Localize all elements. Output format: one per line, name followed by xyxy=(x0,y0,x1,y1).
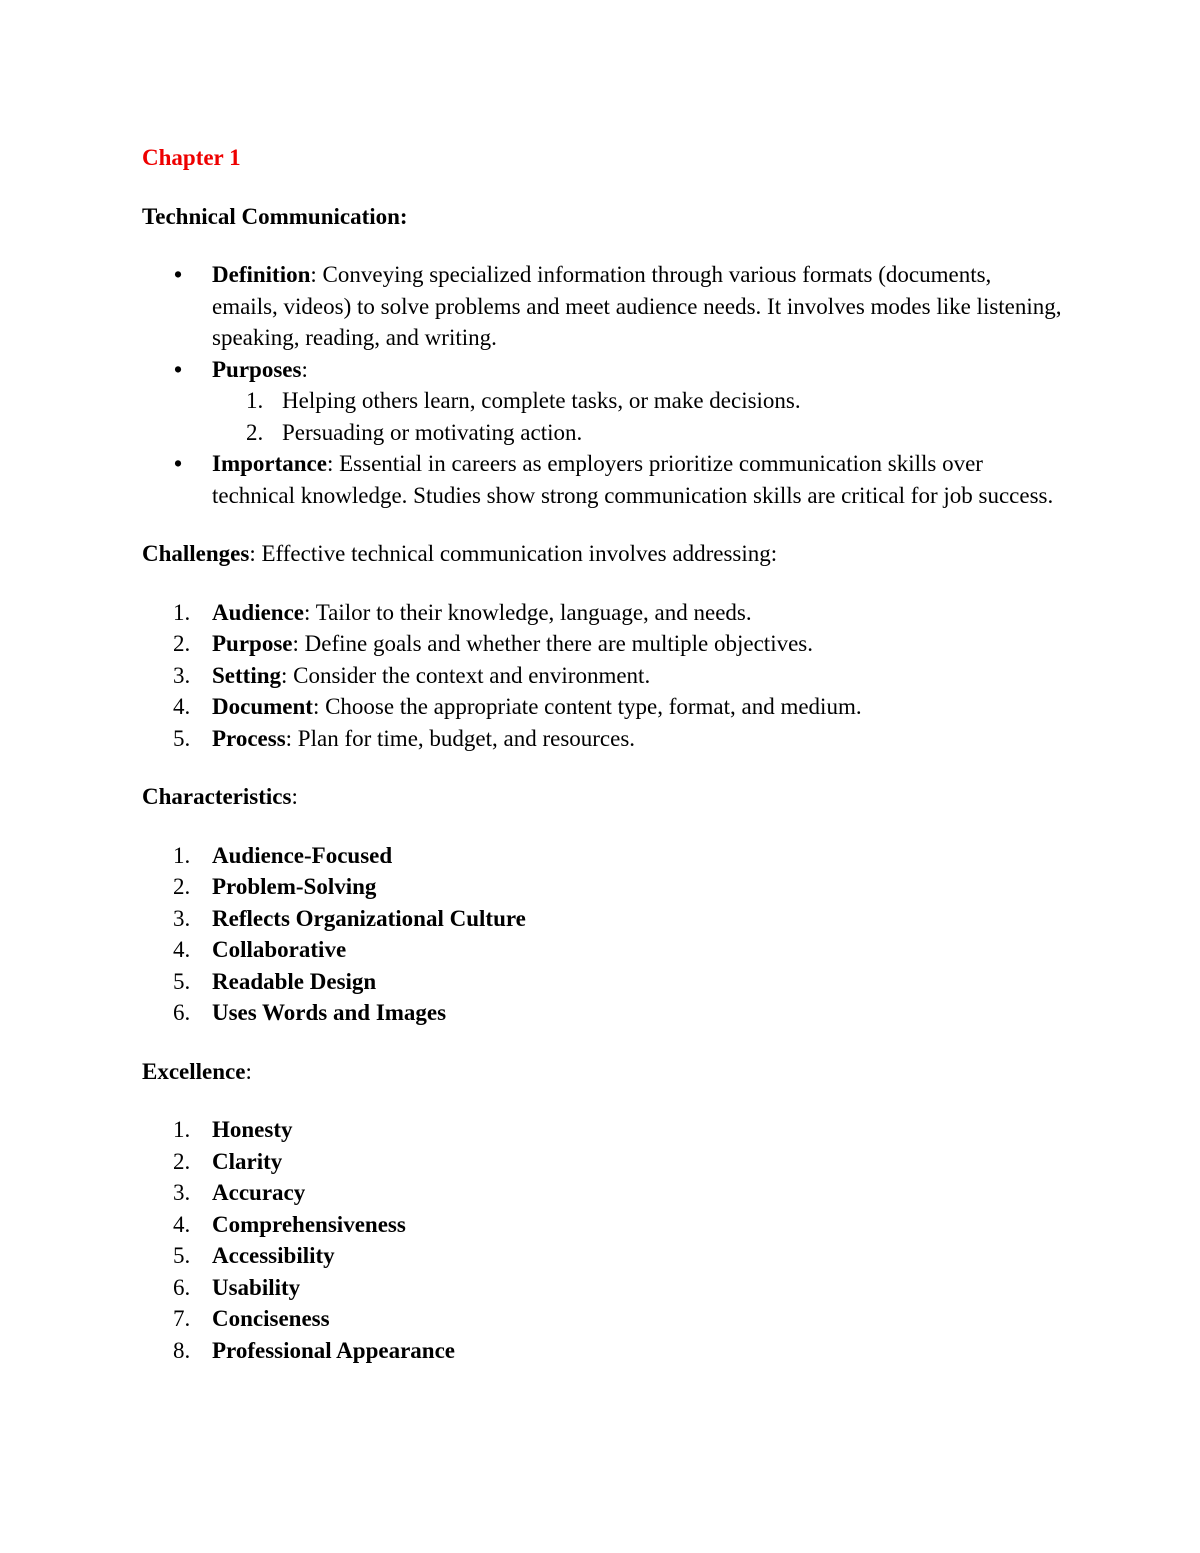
characteristic-item xyxy=(142,903,1062,935)
excellence-item xyxy=(142,1303,1062,1335)
challenge-text: : Consider the context and environment. xyxy=(281,662,651,688)
characteristic-item xyxy=(142,840,1062,872)
challenges-term: Challenges xyxy=(142,541,250,566)
spacer xyxy=(142,1087,1062,1114)
importance-term: Importance xyxy=(212,451,327,476)
bullet-icon: • xyxy=(174,451,183,476)
list-number: 2. xyxy=(246,419,264,445)
tech-comm-bullet-list xyxy=(142,259,1062,385)
excellence-text: Comprehensiveness xyxy=(212,1211,406,1237)
bullet-icon: • xyxy=(174,262,183,287)
challenge-text: : Tailor to their knowledge, language, and needs. xyxy=(304,599,752,625)
characteristic-text: Problem-Solving xyxy=(212,874,377,899)
purpose-text: Helping others learn, complete tasks, or make decisions. xyxy=(282,388,801,413)
excellence-item xyxy=(142,1272,1062,1304)
excellence-suffix: : xyxy=(245,1058,252,1084)
list-number: 3. xyxy=(173,1180,191,1205)
purposes-list xyxy=(212,385,1062,448)
characteristics-suffix: : xyxy=(291,784,298,809)
characteristic-text: Reflects Organizational Culture xyxy=(212,905,526,931)
excellence-list xyxy=(142,1114,1062,1366)
excellence-text: Conciseness xyxy=(212,1306,330,1331)
list-number: 2. xyxy=(173,631,191,656)
challenges-intro xyxy=(142,538,1062,570)
definition-term: Definition xyxy=(212,262,311,287)
challenge-term: Process xyxy=(212,725,286,751)
characteristics-list xyxy=(142,840,1062,1029)
list-number: 5. xyxy=(173,1243,191,1268)
list-number: 1. xyxy=(246,388,264,413)
excellence-term: Excellence xyxy=(142,1058,246,1084)
list-number: 6. xyxy=(173,1274,191,1300)
spacer xyxy=(142,570,1062,597)
challenge-item xyxy=(142,660,1062,692)
tech-comm-heading: Technical Communication: xyxy=(142,203,408,229)
excellence-text: Accessibility xyxy=(212,1243,335,1268)
challenge-text: : Choose the appropriate content type, format, and medium. xyxy=(312,694,862,719)
excellence-heading xyxy=(142,1056,1062,1088)
excellence-text: Accuracy xyxy=(212,1180,306,1205)
bullet-definition xyxy=(142,259,1062,354)
list-number: 1. xyxy=(173,842,191,868)
excellence-text: Professional Appearance xyxy=(212,1337,455,1363)
characteristic-text: Audience-Focused xyxy=(212,842,393,868)
challenge-text: : Plan for time, budget, and resources. xyxy=(285,725,636,751)
excellence-item xyxy=(142,1177,1062,1209)
list-number: 3. xyxy=(173,905,191,931)
excellence-item xyxy=(142,1114,1062,1146)
challenge-term: Document xyxy=(212,694,313,719)
list-number: 6. xyxy=(173,1000,191,1025)
list-number: 5. xyxy=(173,968,191,994)
characteristic-item xyxy=(142,934,1062,966)
challenge-term: Purpose xyxy=(212,631,293,656)
excellence-item xyxy=(142,1146,1062,1178)
list-number: 4. xyxy=(173,937,191,962)
list-number: 2. xyxy=(173,1148,191,1174)
tech-comm-bullet-list-2 xyxy=(142,448,1062,511)
excellence-text: Honesty xyxy=(212,1117,293,1142)
challenge-item xyxy=(142,723,1062,755)
list-number: 4. xyxy=(173,1211,191,1237)
list-number: 5. xyxy=(173,725,191,751)
challenge-item xyxy=(142,628,1062,660)
purpose-item xyxy=(212,385,1062,417)
excellence-item xyxy=(142,1240,1062,1272)
challenge-term: Setting xyxy=(212,662,281,688)
challenge-term: Audience xyxy=(212,599,304,625)
list-number: 2. xyxy=(173,874,191,899)
purpose-item xyxy=(212,417,1062,449)
characteristic-text: Readable Design xyxy=(212,968,377,994)
spacer xyxy=(142,1029,1062,1056)
spacer xyxy=(142,754,1062,781)
list-number: 1. xyxy=(173,1117,191,1142)
challenge-item xyxy=(142,691,1062,723)
purpose-text: Persuading or motivating action. xyxy=(282,419,583,445)
characteristic-item xyxy=(142,997,1062,1029)
spacer xyxy=(142,174,1062,201)
purposes-text: : xyxy=(301,356,308,382)
characteristics-heading xyxy=(142,781,1062,813)
characteristics-term: Characteristics xyxy=(142,784,292,809)
bullet-importance xyxy=(142,448,1062,511)
importance-text: : Essential in careers as employers prioritize communication skills over technical knowledge. Studies show strong communication skills are critical for job success. xyxy=(212,451,1054,508)
characteristic-item xyxy=(142,966,1062,998)
excellence-text: Usability xyxy=(212,1274,301,1300)
excellence-item xyxy=(142,1209,1062,1241)
list-number: 8. xyxy=(173,1337,191,1363)
list-number: 1. xyxy=(173,599,191,625)
excellence-item xyxy=(142,1335,1062,1367)
characteristic-text: Uses Words and Images xyxy=(212,1000,447,1025)
bullet-icon: • xyxy=(174,356,183,382)
challenge-item xyxy=(142,597,1062,629)
chapter-title: Chapter 1 xyxy=(142,145,241,170)
definition-text: : Conveying specialized information through various formats (documents, emails, videos) to solve problems and meet audience needs. It involves modes like listening, speaking, reading, and writing. xyxy=(212,262,1062,350)
excellence-text: Clarity xyxy=(212,1148,283,1174)
list-number: 7. xyxy=(173,1306,191,1331)
characteristic-text: Collaborative xyxy=(212,937,347,962)
spacer xyxy=(142,511,1062,538)
challenges-intro-text: : Effective technical communication involves addressing: xyxy=(249,541,778,566)
spacer xyxy=(142,232,1062,259)
list-number: 3. xyxy=(173,662,191,688)
list-number: 4. xyxy=(173,694,191,719)
challenges-list xyxy=(142,597,1062,755)
characteristic-item xyxy=(142,871,1062,903)
document-content xyxy=(142,142,1062,1366)
bullet-purposes xyxy=(142,354,1062,386)
challenge-text: : Define goals and whether there are multiple objectives. xyxy=(292,631,813,656)
spacer xyxy=(142,813,1062,840)
purposes-term: Purposes xyxy=(212,356,302,382)
